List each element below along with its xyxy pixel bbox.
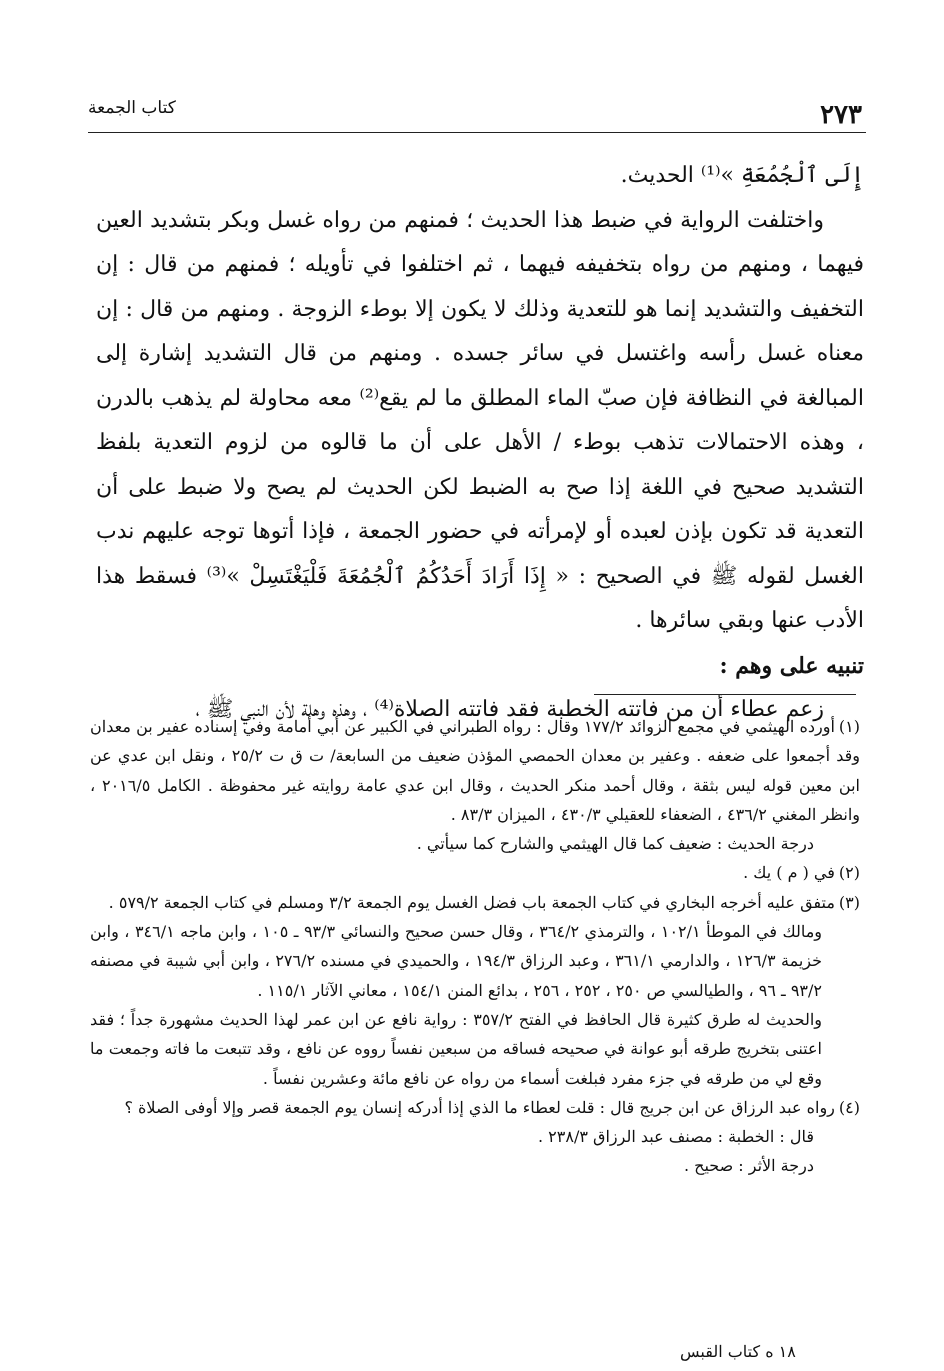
footnote-3 xyxy=(90,888,860,917)
main-text xyxy=(96,154,864,733)
section-heading: تنبيه على وهم : xyxy=(719,652,864,679)
footnote-3-routes: والحديث له طرق كثيرة قال الحافظ في الفتح ٣٥٧/٢ : رواية نافع عن ابن عمر لهذا الحديث مشهورة جداً ؛ فقد اعتنى بتخريج طرقه أبو عوانة في صحيحه فساقه من سبعين نفساً رووه عن نافع ، وقد تتبعت ما فاته وجمعت ما وقع لي من طرقه في جزء مفرد فبلغت أسماء من رواه عن نافع مائة وعشرين نفساً . xyxy=(90,1009,822,1088)
main-line-continuation: إِلَى ٱلْجُمُعَةِ »⁽¹⁾ الحديث. xyxy=(620,163,864,188)
main-paragraph: واختلفت الرواية في ضبط هذا الحديث ؛ فمنهم من رواه غسل وبكر بتشديد العين فيهما ، ومنهم من رواه بتخفيفه فيهما ، ثم اختلفوا في تأويله ؛ فمنهم من قال : إن التخفيف والتشديد إنما هو للتعدية وذلك لا يكون إلا بوطء الزوجة . ومنهم من قال : إن معناه غسل رأسه واغتسل في سائر جسده . ومنهم من قال التشديد إشارة إلى المبالغة في النظافة فإن صبّ الماء المطلق ما لم يقع⁽²⁾ معه محاولة لم يذهب بالدرن ، وهذه الاحتمالات تذهب بوطء / الأهل على أن ما قالوه من لزوم التعدية بلفظ التشديد صحيح في اللغة إذا صح به الضبط لكن الحديث لم يصح ولا ضبط على أن التعدية قد تكون بإذن لعبده أو لإمرأته في حضور الجمعة ، فإذا أتوها توجه عليهم ندب الغسل لقوله ﷺ في الصحيح : « إِذَا أَرَادَ أَحَدُكُمُ ٱلْجُمُعَةَ فَلْيَغْتَسِلْ »⁽³⁾ فسقط هذا الأدب عنها وبقي سائرها . xyxy=(96,207,864,633)
footnote-text: أورده الهيثمي في مجمع الزوائد ١٧٧/٢ وقال : رواه الطبراني في الكبير عن أبي أمامة وفي إسناده عفير بن معدان وقد أجمعوا على ضعفه . وعفير بن معدان الحمصي المؤذن ضعيف من السابعة/ ت ق ت ٢٥/٢ ، ونقل ابن عدي عن ابن معين قوله ليس بثقة ، وقال أحمد منكر الحديث ، وقال ابن عدي عامة روايته غير محفوظة . الكامل ٢٠١٦/٥ ، وانظر المغني ٤٣٦/٢ ، الضعفاء للعقيلي ٤٣٠/٣ ، الميزان ٨٣/٣ . xyxy=(90,717,861,824)
page-header xyxy=(88,92,866,133)
footnote-divider xyxy=(594,694,856,695)
page-number: ٢٧٣ xyxy=(820,100,862,130)
printer-signature: ١٨ ه كتاب القبس xyxy=(680,1342,796,1361)
footnote-text: في ( م ) يك . xyxy=(743,863,835,883)
main-paragraph-last: زعم عطاء أن من فاتته الخطبة فقد فاتته الصلاة⁽⁴⁾ ، وهذه وهلة لأن النبي ﷺ ، xyxy=(195,697,824,722)
footnote-4-grade: درجة الأثر : صحيح . xyxy=(683,1156,814,1176)
footnote-2 xyxy=(90,858,860,887)
footnote-text: رواه عبد الرزاق عن ابن جريج قال : قلت لعطاء ما الذي إذا أدركه إنسان يوم الجمعة قصر وإلا أوفى الصلاة ؟ xyxy=(124,1097,835,1117)
footnotes xyxy=(90,712,860,1181)
footnote-4 xyxy=(90,1093,860,1122)
footnote-number: (١) xyxy=(838,717,861,736)
footnote-number: (٤) xyxy=(838,1097,860,1117)
footnote-1 xyxy=(90,712,860,829)
footnote-text: متفق عليه أخرجه البخاري في كتاب الجمعة باب فضل الغسل يوم الجمعة ٣/٢ ومسلم في كتاب الجمعة ٥٧٩/٢ . xyxy=(108,892,835,912)
footnote-4-source: قال : الخطبة : مصنف عبد الرزاق ٢٣٨/٣ . xyxy=(538,1127,814,1147)
running-title: كتاب الجمعة xyxy=(88,98,176,118)
footnote-number: (٢) xyxy=(838,863,860,883)
footnote-1-grade: درجة الحديث : ضعيف كما قال الهيثمي والشارح كما سيأتي . xyxy=(416,834,814,854)
footnote-number: (٣) xyxy=(838,892,860,912)
footnote-3-sources: ومالك في الموطأ ١٠٢/١ ، والترمذي ٣٦٤/٢ ، وقال حسن صحيح والنسائي ٩٣/٣ ـ ١٠٥ ، وابن ماجه ٣٤٦/١ ، وابن خزيمة ١٢٦/٣ ، والدارمي ٣٦١/١ ، وعبد الرزاق ١٩٤/٣ ، والحميدي في مسنده ٢٧٦/٢ ، وابن أبي شيبة في مصنفه ٩٣/٢ ـ ٩٦ ، والطيالسي ص ٢٥٠ ، ٢٥٢ ، ٢٥٦ ، بدائع المنن ١٥٤/١ ، معاني الآثار ١١٥/١ . xyxy=(90,922,823,1000)
